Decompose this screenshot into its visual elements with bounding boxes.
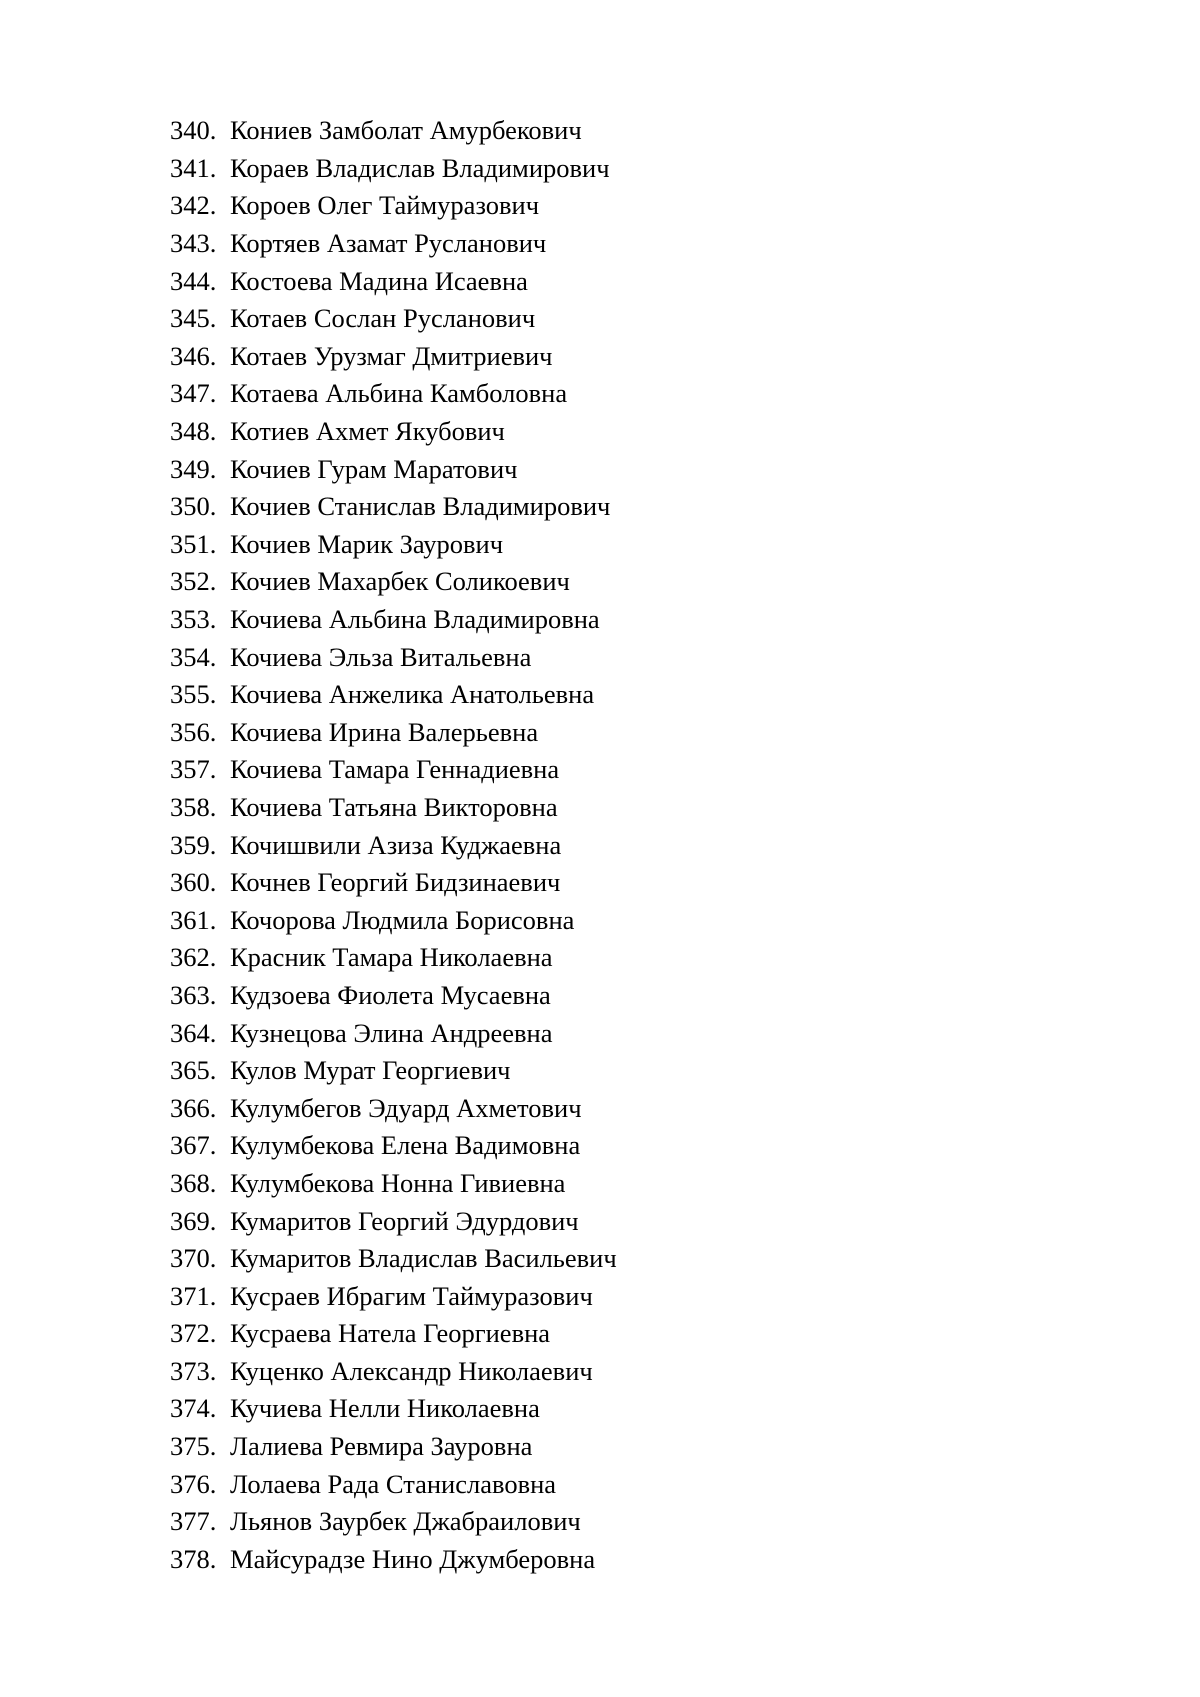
list-item [170, 1202, 1070, 1240]
list-item [170, 1127, 1070, 1165]
person-name: Кузнецова Элина Андреевна [230, 1017, 553, 1048]
list-item [170, 1353, 1070, 1391]
item-number: 377. [170, 1506, 217, 1537]
item-number: 346. [170, 340, 217, 371]
person-name: Кулумбекова Елена Вадимовна [230, 1130, 581, 1161]
item-number: 350. [170, 491, 217, 522]
list-item [170, 112, 1070, 150]
person-name: Кочорова Людмила Борисовна [230, 904, 575, 935]
list-item [170, 1541, 1070, 1579]
list-item [170, 1465, 1070, 1503]
list-item [170, 901, 1070, 939]
list-item [170, 1277, 1070, 1315]
item-number: 344. [170, 265, 217, 296]
item-number: 365. [170, 1055, 217, 1086]
list-item [170, 864, 1070, 902]
list-item [170, 751, 1070, 789]
list-item [170, 563, 1070, 601]
list-item [170, 676, 1070, 714]
item-number: 356. [170, 716, 217, 747]
name-list [170, 112, 1070, 1578]
item-number: 342. [170, 190, 217, 221]
person-name: Кусраев Ибрагим Таймуразович [230, 1280, 593, 1311]
list-item [170, 939, 1070, 977]
item-number: 375. [170, 1431, 217, 1462]
person-name: Кортяев Азамат Русланович [230, 228, 547, 259]
list-item [170, 1014, 1070, 1052]
item-number: 347. [170, 378, 217, 409]
person-name: Лолаева Рада Станиславовна [230, 1468, 557, 1499]
item-number: 362. [170, 942, 217, 973]
item-number: 363. [170, 979, 217, 1010]
list-item [170, 450, 1070, 488]
item-number: 364. [170, 1017, 217, 1048]
item-number: 357. [170, 754, 217, 785]
person-name: Кочиева Анжелика Анатольевна [230, 679, 595, 710]
person-name: Кочиева Татьяна Викторовна [230, 791, 558, 822]
person-name: Кочнев Георгий Бидзинаевич [230, 867, 561, 898]
list-item [170, 1315, 1070, 1353]
list-item [170, 262, 1070, 300]
item-number: 378. [170, 1543, 217, 1574]
item-number: 354. [170, 641, 217, 672]
person-name: Лалиева Ревмира Зауровна [230, 1431, 533, 1462]
person-name: Кочиев Марик Заурович [230, 528, 504, 559]
person-name: Льянов Заурбек Джабраилович [230, 1506, 581, 1537]
item-number: 360. [170, 867, 217, 898]
list-item [170, 1089, 1070, 1127]
person-name: Кочиева Тамара Геннадиевна [230, 754, 560, 785]
item-number: 359. [170, 829, 217, 860]
list-item [170, 826, 1070, 864]
list-item [170, 714, 1070, 752]
person-name: Котаев Урузмаг Дмитриевич [230, 340, 553, 371]
person-name: Кумаритов Георгий Эдурдович [230, 1205, 579, 1236]
item-number: 353. [170, 604, 217, 635]
person-name: Кудзоева Фиолета Мусаевна [230, 979, 551, 1010]
person-name: Кулумбегов Эдуард Ахметович [230, 1092, 582, 1123]
person-name: Кочиев Махарбек Соликоевич [230, 566, 570, 597]
item-number: 366. [170, 1092, 217, 1123]
person-name: Кучиева Нелли Николаевна [230, 1393, 540, 1424]
person-name: Короев Олег Таймуразович [230, 190, 540, 221]
list-item [170, 638, 1070, 676]
list-item [170, 225, 1070, 263]
person-name: Кусраева Натела Георгиевна [230, 1318, 551, 1349]
item-number: 358. [170, 791, 217, 822]
item-number: 345. [170, 303, 217, 334]
person-name: Красник Тамара Николаевна [230, 942, 553, 973]
list-item [170, 601, 1070, 639]
list-item [170, 488, 1070, 526]
item-number: 374. [170, 1393, 217, 1424]
person-name: Кочиева Альбина Владимировна [230, 604, 600, 635]
item-number: 340. [170, 115, 217, 146]
list-item [170, 789, 1070, 827]
item-number: 352. [170, 566, 217, 597]
person-name: Кораев Владислав Владимирович [230, 152, 610, 183]
item-number: 351. [170, 528, 217, 559]
item-number: 367. [170, 1130, 217, 1161]
list-item [170, 1428, 1070, 1466]
person-name: Кочиев Станислав Владимирович [230, 491, 611, 522]
person-name: Кулумбекова Нонна Гивиевна [230, 1167, 566, 1198]
person-name: Котаев Сослан Русланович [230, 303, 536, 334]
item-number: 376. [170, 1468, 217, 1499]
person-name: Кочиев Гурам Маратович [230, 453, 518, 484]
list-item [170, 526, 1070, 564]
item-number: 349. [170, 453, 217, 484]
list-item [170, 300, 1070, 338]
person-name: Кочишвили Азиза Куджаевна [230, 829, 562, 860]
item-number: 370. [170, 1243, 217, 1274]
list-item [170, 150, 1070, 188]
person-name: Кулов Мурат Георгиевич [230, 1055, 511, 1086]
item-number: 369. [170, 1205, 217, 1236]
person-name: Костоева Мадина Исаевна [230, 265, 528, 296]
person-name: Котиев Ахмет Якубович [230, 416, 505, 447]
list-item [170, 1165, 1070, 1203]
list-item [170, 1240, 1070, 1278]
list-item [170, 977, 1070, 1015]
person-name: Кочиева Ирина Валерьевна [230, 716, 539, 747]
item-number: 355. [170, 679, 217, 710]
item-number: 372. [170, 1318, 217, 1349]
person-name: Кочиева Эльза Витальевна [230, 641, 532, 672]
item-number: 348. [170, 416, 217, 447]
person-name: Кумаритов Владислав Васильевич [230, 1243, 617, 1274]
person-name: Майсурадзе Нино Джумберовна [230, 1543, 596, 1574]
person-name: Котаева Альбина Камболовна [230, 378, 568, 409]
item-number: 361. [170, 904, 217, 935]
person-name: Кониев Замболат Амурбекович [230, 115, 582, 146]
item-number: 373. [170, 1355, 217, 1386]
list-item [170, 187, 1070, 225]
item-number: 368. [170, 1167, 217, 1198]
list-item [170, 413, 1070, 451]
list-item [170, 375, 1070, 413]
item-number: 371. [170, 1280, 217, 1311]
list-item [170, 338, 1070, 376]
item-number: 343. [170, 228, 217, 259]
item-number: 341. [170, 152, 217, 183]
list-item [170, 1052, 1070, 1090]
person-name: Куценко Александр Николаевич [230, 1355, 593, 1386]
list-item [170, 1390, 1070, 1428]
list-item [170, 1503, 1070, 1541]
